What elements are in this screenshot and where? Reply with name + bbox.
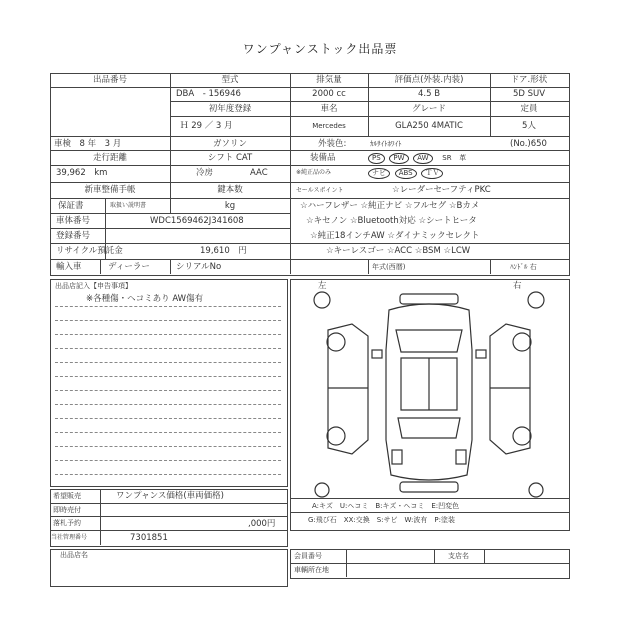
- car-diagram: [292, 290, 566, 498]
- row-divider: [50, 228, 290, 229]
- col-divider: [290, 259, 291, 274]
- equipment-item: SR: [442, 154, 452, 162]
- sales-point-label: セールスポイント: [296, 187, 344, 194]
- notes-rule: [55, 460, 281, 461]
- reserve-value: ,000円: [248, 519, 276, 529]
- keys-value: kg: [224, 201, 236, 211]
- col-divider: [105, 213, 106, 243]
- fuel-value: ガソリン: [212, 139, 247, 149]
- mileage-value: 39,962 km: [56, 168, 108, 178]
- capacity-value: 5人: [522, 121, 536, 131]
- factory-list: [368, 168, 445, 179]
- row-divider: [170, 101, 569, 102]
- inspection-value: 車検 8 年 3 月: [54, 139, 122, 149]
- model-label: 型式: [221, 75, 239, 85]
- capacity-label: 定員: [520, 104, 538, 114]
- instant-sale-label: 即時売付: [53, 506, 81, 514]
- handle-label: ﾊﾝﾄﾞﾙ 右: [510, 263, 537, 271]
- desired-sale-value: ワンプャンス価格(車両価格): [116, 491, 224, 501]
- legend-divider: [290, 498, 569, 499]
- reserve-label: 落札予約: [53, 519, 81, 527]
- row-divider: [290, 563, 569, 564]
- dealer-value: ディーラー: [108, 262, 150, 272]
- row-divider: [50, 530, 287, 531]
- notes-rule: [55, 376, 281, 377]
- grade-value: GLA250 4MATIC: [395, 121, 463, 131]
- lot-number-label: 出品番号: [92, 75, 127, 85]
- notes-rule: [55, 362, 281, 363]
- factory-item: ABS: [395, 168, 417, 179]
- recycle-deposit-label: リサイクル預託金: [56, 246, 123, 256]
- notes-rule: [55, 306, 281, 307]
- chassis-label: 車体番号: [56, 216, 91, 226]
- equipment-item: PW: [389, 153, 408, 164]
- door-label: ドア.形状: [510, 75, 548, 85]
- color-number: (No.)650: [510, 139, 547, 149]
- member-frame: [290, 549, 570, 579]
- notes-rule: [55, 320, 281, 321]
- score-label: 評価点(外装.内装): [394, 75, 464, 85]
- notes-header: 出品店記入【申告事項】: [55, 282, 132, 290]
- door-value: 5D SUV: [512, 89, 546, 99]
- col-divider: [170, 259, 171, 274]
- equipment-item: AW: [413, 153, 432, 164]
- row-divider: [50, 150, 569, 151]
- displacement-value: 2000 cc: [312, 89, 346, 99]
- maintenance-book-label: 新車整備手帳: [84, 185, 136, 195]
- col-divider: [434, 549, 435, 563]
- notes-line: ※各種傷・ヘコミあり AW傷有: [86, 294, 204, 304]
- damage-legend: A:キズ U:ヘコミ B:キズ・ヘコミ E:凹変色: [312, 502, 460, 510]
- sales-point-line: ☆キセノン ☆Bluetooth対応 ☆シートヒータ: [306, 216, 477, 226]
- car-name-label: 車名: [320, 104, 338, 114]
- serial-label: シリアルNo: [176, 262, 222, 272]
- notes-rule: [55, 348, 281, 349]
- factory-item: ＴＶ: [421, 168, 443, 179]
- row-divider: [50, 87, 569, 88]
- right-side-label: 右: [513, 281, 522, 291]
- row-divider: [50, 503, 287, 504]
- col-divider: [100, 489, 101, 545]
- notes-rule: [55, 474, 281, 475]
- notes-rule: [55, 404, 281, 405]
- damage-legend: G:飛び石 XX:交換 S:サビ W:波有 P:塗装: [308, 516, 455, 524]
- notes-rule: [55, 418, 281, 419]
- equipment-list: [368, 153, 466, 164]
- notes-rule: [55, 334, 281, 335]
- desired-sale-label: 希望販売: [53, 492, 81, 500]
- left-side-label: 左: [318, 281, 327, 291]
- notes-rule: [55, 446, 281, 447]
- first-registration-value: Ｈ 29 ／ 3 月: [180, 121, 233, 131]
- factory-only-label: ※純正品のみ: [296, 169, 332, 176]
- keys-label: 鍵本数: [217, 185, 243, 195]
- factory-item: ナビ: [368, 168, 390, 179]
- exterior-color-value: ｶﾙｻｲﾄﾎﾜｲﾄ: [370, 140, 402, 148]
- row-divider: [50, 182, 569, 183]
- first-registration-label: 初年度登録: [208, 104, 252, 114]
- sales-point-line: ☆レーダーセーフティPKC: [392, 185, 491, 195]
- equipment-item: PS: [368, 153, 385, 164]
- guarantee-label: 保証書: [58, 201, 84, 211]
- car-name-value: Mercedes: [312, 122, 346, 130]
- grade-label: グレード: [411, 104, 446, 114]
- equipment-label: 装備品: [310, 153, 336, 163]
- management-number-label: 当社管理番号: [51, 534, 88, 541]
- sales-point-line: ☆純正18インチAW ☆ダイナミックセレクト: [310, 231, 480, 241]
- col-divider: [105, 198, 106, 213]
- col-divider: [490, 259, 491, 274]
- row-divider: [50, 213, 290, 214]
- mileage-label: 走行距離: [92, 153, 127, 163]
- legend-divider: [290, 512, 569, 513]
- sales-point-line: ☆キーレスゴー ☆ACC ☆BSM ☆LCW: [326, 246, 471, 256]
- row-divider: [50, 259, 569, 260]
- col-divider: [346, 549, 347, 577]
- page-title: ワンプャンストック出品票: [242, 42, 398, 56]
- model-year-label: 年式(西暦): [372, 263, 406, 271]
- notes-frame: [50, 279, 288, 487]
- row-divider: [50, 136, 569, 137]
- equipment-item: 革: [459, 154, 467, 162]
- chassis-value: WDC1569462J341608: [150, 216, 244, 226]
- manual-label: 取扱い説明書: [110, 202, 147, 209]
- registration-number-label: 登録番号: [56, 231, 91, 241]
- cooling-value: AAC: [250, 168, 268, 178]
- exterior-color-label: 外装色:: [318, 139, 347, 149]
- score-value: 4.5 B: [417, 89, 441, 99]
- col-divider: [290, 73, 291, 259]
- col-divider: [100, 259, 101, 274]
- row-divider: [50, 243, 569, 244]
- row-divider: [50, 198, 569, 199]
- store-name-label: 出品店名: [60, 551, 88, 559]
- displacement-label: 排気量: [316, 75, 342, 85]
- import-label: 輸入車: [56, 262, 82, 272]
- notes-rule: [55, 432, 281, 433]
- shift-value: シフト CAT: [207, 153, 253, 163]
- branch-name-label: 支店名: [448, 552, 469, 560]
- model-value: DBA - 156946: [176, 89, 241, 99]
- row-divider: [50, 516, 287, 517]
- col-divider: [368, 259, 369, 274]
- sales-point-line: ☆ハーフレザー ☆純正ナビ ☆フルセグ ☆Bカメ: [300, 201, 480, 211]
- row-divider: [50, 165, 569, 166]
- member-number-label: 会員番号: [294, 552, 322, 560]
- vehicle-location-label: 車輌所在地: [294, 566, 329, 574]
- col-divider: [484, 549, 485, 563]
- recycle-deposit-value: 19,610 円: [200, 246, 247, 256]
- management-number-value: 7301851: [130, 533, 168, 543]
- notes-rule: [55, 390, 281, 391]
- row-divider: [170, 116, 569, 117]
- cooling-label: 冷房: [196, 168, 214, 178]
